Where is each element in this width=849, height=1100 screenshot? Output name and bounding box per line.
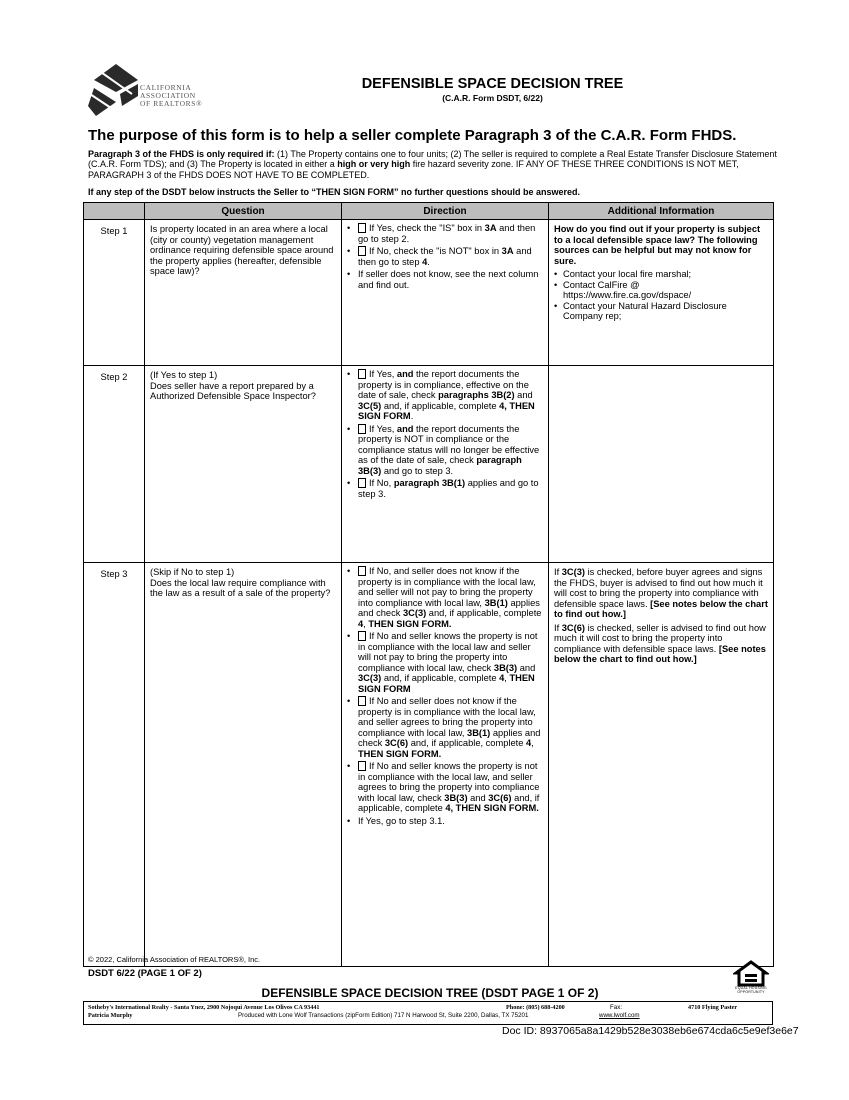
footer-title: DEFENSIBLE SPACE DECISION TREE (DSDT PAGE 1 OF 2) [261,986,599,1000]
sign-form-rule: If any step of the DSDT below instructs the Seller to “THEN SIGN FORM” no further questions should be answered. [88,187,581,197]
direction-cell: • If No, and seller does not know if the property is in compliance with the local law, and seller will not pay to bring the property into compliance with local law, 3B(1) applies and check 3C(3) and, if applicable, complete 4, THEN SIGN FORM. • If No and seller knows the property is not in compliance with the local law and seller will not pay to bring the property into compliance with local law, check 3B(3) and 3C(3) and, if applicable, complete 4, THEN SIGN FORM • If No and seller does not know if the property is in compliance with the local law, and seller agrees to bring the property into compliance with local law, 3B(1) applies and check 3C(6) and, if applicable, complete 4, THEN SIGN FORM. • If No and seller knows the property is not in compliance with the local law, and seller agrees to bring the property into compliance with local law, check 3B(3) and 3C(6) and, if applicable, complete 4, THEN SIGN FORM. • If Yes, go to step 3.1. [342,563,549,967]
checkbox[interactable] [358,478,366,488]
question-text: (Skip if No to step 1) Does the local law require compliance with the law as a result of a sale of the property? [145,563,342,967]
checkbox[interactable] [358,631,366,641]
direction-cell: • If Yes, and the report documents the property is in compliance, effective on the date of sale, check paragraphs 3B(2) and 3C(5) and, if applicable, complete 4, THEN SIGN FORM. • If Yes, and the report documents the property is NOT in compliance or the compliance status will no longer be effective as of the date of sale, check paragraph 3B(3) and go to step 3. • If No, paragraph 3B(1) applies and go to step 3. [342,366,549,563]
purpose-heading: The purpose of this form is to help a seller complete Paragraph 3 of the C.A.R. Form FHDS. [88,127,737,144]
doc-id: Doc ID: 8937065a8a1429b528e3038eb6e674cda6c5e9ef3e6e7 [502,1025,799,1037]
table-row [84,220,774,366]
table-row [84,366,774,563]
table-header-row [84,203,774,220]
logo-text: CALIFORNIA ASSOCIATION OF REALTORS® [140,83,203,108]
header-step [84,203,145,220]
checkbox[interactable] [358,696,366,706]
question-text: (If Yes to step 1) Does seller have a report prepared by a Authorized Defensible Space Inspector? [145,366,342,563]
step-label: Step 1 [84,220,145,366]
additional-info-cell: If 3C(3) is checked, before buyer agrees and signs the FHDS, buyer is advised to find out how much it will cost to bring the property into compliance with defensible space laws. [See notes below the chart to find out how.] If 3C(6) is checked, seller is advised to find out how much it will cost to bring the property into compliance with defensible space laws. [See notes below the chart to find out how.] [549,563,774,967]
intro-paragraph: Paragraph 3 of the FHDS is only required if: (1) The Property contains one to four units; (2) The seller is required to complete a Real Estate Transfer Disclosure Statement (C.A.R. Form TDS); and (3) The Property is located in either a high or very high fire hazard severity zone. IF ANY OF THESE THREE CONDITIONS IS NOT MET, PARAGRAPH 3 of the FHDS DOES NOT HAVE TO BE COMPLETED. [88,149,777,180]
form-id: DSDT 6/22 (PAGE 1 OF 2) [88,968,202,979]
checkbox[interactable] [358,223,366,233]
checkbox[interactable] [358,369,366,379]
brokerage-line: Sotheby's International Realty - Santa Ynez, 2900 Nojoqui Avenue Los Olivos CA 93441 Phone: (805) 688-4200 Fax: 4710 Flying Paster [88,1004,738,1011]
form-subtitle: (C.A.R. Form DSDT, 6/22) [442,93,543,103]
additional-info-cell: How do you find out if your property is subject to a local defensible space law? The following sources can be helpful but may not know for sure. • Contact your local fire marshal; • Contact CalFire @ https://www.fire.ca.gov/dspace/ • Contact your Natural Hazard Disclosure Company rep; [549,220,774,366]
checkbox[interactable] [358,424,366,434]
equal-housing-text: EQUAL HOUSING OPPORTUNITY [735,986,767,994]
checkbox[interactable] [358,246,366,256]
table-row [84,563,774,967]
question-text: Is property located in an area where a local (city or county) vegetation management ordinance requiring defensible space around the property applies (hereafter, defensible space law)? [145,220,342,366]
lwolf-link[interactable]: www.lwolf.com [599,1012,640,1019]
agent-line: Patricia Murphy Produced with Lone Wolf Transactions (zipForm Edition) 717 N Harwood St, Suite 2200, Dallas, TX 75201 www.lwolf.com [88,1012,640,1019]
header-additional-info: Additional Information [549,203,774,220]
header-direction: Direction [342,203,549,220]
direction-cell: • If Yes, check the "IS" box in 3A and then go to step 2. • If No, check the "is NOT" box in 3A and then go to step 4. • If seller does not know, see the next column and find out. [342,220,549,366]
additional-info-cell [549,366,774,563]
copyright: © 2022, California Association of REALTORS®, Inc. [88,955,261,964]
checkbox[interactable] [358,761,366,771]
checkbox[interactable] [358,566,366,576]
step-label: Step 2 [84,366,145,563]
producer-box [83,1001,773,1025]
step-label: Step 3 [84,563,145,967]
header-question: Question [145,203,342,220]
decision-tree-table [83,202,774,967]
form-title: DEFENSIBLE SPACE DECISION TREE [361,76,624,92]
